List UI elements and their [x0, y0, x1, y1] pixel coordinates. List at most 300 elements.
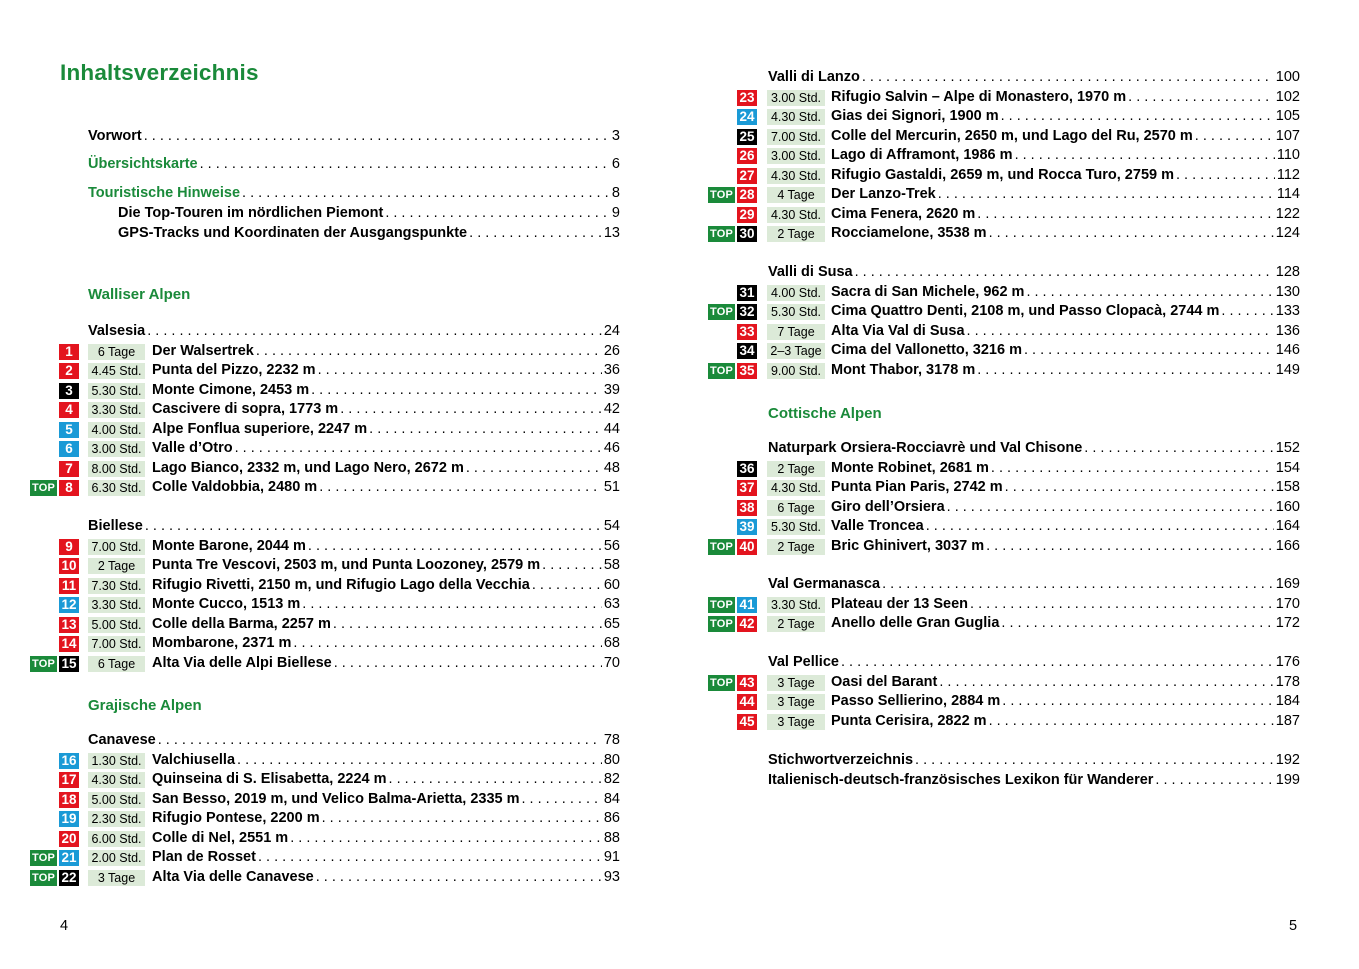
top-badge: TOP [710, 306, 734, 318]
entry-line [152, 751, 620, 771]
entry-line [768, 575, 1300, 595]
right-page [680, 0, 1359, 969]
tour-row[interactable] [0, 790, 680, 810]
entry-line [831, 341, 1300, 361]
region-row[interactable] [0, 731, 680, 751]
tour-title: Monte Cucco, 1513 m [152, 596, 301, 612]
region-row[interactable] [0, 322, 680, 342]
dot-leader [385, 204, 610, 224]
intro-row[interactable] [0, 184, 680, 204]
tour-number-badge: 21 [59, 850, 79, 866]
tour-row[interactable] [680, 614, 1359, 634]
tour-title: Oasi del Barant [831, 673, 938, 690]
dot-leader [466, 459, 602, 479]
tour-row[interactable] [680, 595, 1359, 615]
duration-badge: 3.30 Std. [88, 402, 145, 418]
dot-leader [986, 537, 1274, 557]
duration-badge: 3 Tage [767, 714, 825, 730]
tour-row[interactable] [0, 576, 680, 596]
tour-row[interactable] [680, 517, 1359, 537]
entry-line [831, 107, 1300, 127]
dot-leader [293, 634, 601, 654]
dot-leader [145, 517, 602, 537]
duration-badge: 3 Tage [767, 675, 825, 691]
tour-row[interactable] [0, 654, 680, 674]
dot-leader [308, 537, 602, 557]
dot-leader [1128, 88, 1274, 108]
section-heading: Grajische Alpen [88, 697, 202, 714]
page-ref: 68 [603, 635, 620, 651]
page-ref: 172 [1275, 615, 1300, 631]
tour-row[interactable] [0, 361, 680, 381]
tour-number-badge: 36 [737, 461, 757, 477]
tour-number-badge: 8 [59, 480, 79, 496]
tour-number-badge: 12 [59, 597, 79, 613]
dot-leader [1195, 127, 1274, 147]
duration-badge: 7 Tage [767, 324, 825, 340]
tour-number-badge: 17 [59, 772, 79, 788]
dot-leader [1155, 771, 1273, 791]
duration-badge: 4.30 Std. [767, 168, 825, 184]
dot-leader [522, 790, 602, 810]
page-ref: 54 [603, 518, 620, 534]
dot-leader [970, 595, 1274, 615]
tour-title: Monte Robinet, 2681 m [831, 459, 989, 476]
dot-leader [1084, 439, 1274, 459]
tour-title: Alta Via delle Canavese [152, 868, 314, 885]
tour-title: Alta Via Val di Susa [831, 322, 965, 339]
entry-line [831, 517, 1300, 537]
tour-row[interactable] [680, 283, 1359, 303]
page-ref: 184 [1275, 693, 1300, 709]
dot-leader [542, 556, 602, 576]
dot-leader [939, 673, 1273, 693]
tour-title: Monte Barone, 2044 m [152, 537, 306, 554]
duration-badge: 2.00 Std. [88, 850, 145, 866]
page-ref: 93 [603, 868, 620, 885]
tour-row[interactable] [680, 146, 1359, 166]
tour-row[interactable] [0, 868, 680, 888]
tour-number-badge: 15 [59, 656, 79, 672]
tour-title: Alta Via delle Alpi Biellese [152, 654, 332, 671]
tour-row[interactable] [0, 478, 680, 498]
dot-leader [947, 498, 1274, 518]
page-ref: 100 [1275, 69, 1300, 85]
dot-leader [322, 809, 602, 829]
tour-row[interactable] [680, 166, 1359, 186]
tour-title: Giro dell’Orsiera [831, 498, 945, 515]
tour-title: Sacra di San Michele, 962 m [831, 283, 1025, 300]
tour-number-badge: 34 [737, 343, 757, 359]
duration-badge: 7.00 Std. [88, 539, 145, 555]
duration-badge: 1.30 Std. [88, 753, 145, 769]
intro-title: Touristische Hinweise [88, 185, 241, 201]
tour-number-badge: 9 [59, 539, 79, 555]
duration-badge: 5.30 Std. [767, 304, 825, 320]
tour-row[interactable] [680, 224, 1359, 244]
entry-line [152, 615, 620, 635]
tour-row[interactable] [0, 848, 680, 868]
tour-row[interactable] [0, 381, 680, 401]
entry-line [768, 263, 1300, 283]
toc-title: Inhaltsverzeichnis [60, 60, 259, 85]
appendix-title: Stichwortverzeichnis [768, 752, 914, 768]
entry-line [831, 498, 1300, 518]
tour-number-badge: 28 [737, 187, 757, 203]
tour-row[interactable] [0, 770, 680, 790]
entry-line [831, 361, 1300, 381]
page-ref: 13 [603, 225, 620, 241]
region-row[interactable] [680, 263, 1359, 283]
dot-leader [334, 654, 602, 674]
page-ref: 60 [603, 576, 620, 593]
region-title: Naturpark Orsiera-Rocciavrè und Val Chisone [768, 440, 1083, 456]
duration-badge: 6 Tage [88, 656, 145, 672]
tour-title: Plan de Rosset [152, 849, 256, 865]
appendix-row[interactable] [680, 771, 1359, 791]
dot-leader [1015, 146, 1275, 166]
duration-badge: 2 Tage [767, 539, 825, 555]
page-ref: 8 [611, 185, 620, 201]
tour-title: Rifugio Salvin – Alpe di Monastero, 1970 m [831, 88, 1127, 105]
tour-title: Rifugio Gastaldi, 2659 m, und Rocca Turo, 2759 m [831, 166, 1174, 183]
dot-leader [991, 459, 1274, 479]
duration-badge: 4.45 Std. [88, 363, 145, 379]
page-ref: 169 [1275, 576, 1300, 592]
duration-badge: 3.30 Std. [767, 597, 825, 613]
page-ref: 105 [1275, 108, 1300, 124]
page-ref: 51 [603, 479, 620, 495]
intro-title: Übersichtskarte [88, 156, 198, 172]
page-ref: 164 [1275, 518, 1300, 534]
tour-title: Lago Bianco, 2332 m, und Lago Nero, 2672 m [152, 459, 464, 476]
duration-badge: 3.00 Std. [88, 441, 145, 457]
dot-leader [258, 848, 602, 868]
dot-leader [389, 770, 602, 790]
dot-leader [158, 731, 602, 751]
entry-line [152, 829, 620, 849]
tour-row[interactable] [0, 634, 680, 654]
tour-row[interactable] [0, 459, 680, 479]
page-ref: 78 [603, 732, 620, 748]
tour-title: Valchiusella [152, 751, 236, 768]
top-badge: TOP [710, 189, 734, 201]
tour-number-badge: 45 [737, 714, 757, 730]
tour-row[interactable] [680, 127, 1359, 147]
duration-badge: 3 Tage [767, 694, 825, 710]
region-row[interactable] [680, 439, 1359, 459]
tour-row[interactable] [0, 809, 680, 829]
page-ref: 154 [1275, 459, 1300, 476]
dot-leader [469, 224, 602, 244]
top-badge: TOP [32, 482, 56, 494]
page-ref: 86 [603, 810, 620, 826]
page-ref: 124 [1275, 225, 1300, 241]
tour-row[interactable] [680, 185, 1359, 205]
tour-row[interactable] [0, 595, 680, 615]
dot-leader [200, 155, 610, 175]
tour-number-badge: 27 [737, 168, 757, 184]
tour-row[interactable] [680, 498, 1359, 518]
region-title: Valli di Susa [768, 264, 853, 280]
tour-number-badge: 2 [59, 363, 79, 379]
tour-row[interactable] [680, 205, 1359, 225]
page-ref: 152 [1275, 440, 1300, 456]
tour-number-badge: 33 [737, 324, 757, 340]
entry-line [152, 809, 620, 829]
tour-title: Quinseina di S. Elisabetta, 2224 m [152, 771, 387, 787]
tour-row[interactable] [680, 361, 1359, 381]
duration-badge: 2.30 Std. [88, 811, 145, 827]
dot-leader [1001, 614, 1273, 634]
region-row[interactable] [680, 575, 1359, 595]
page-ref: 84 [603, 790, 620, 807]
top-badge: TOP [32, 657, 56, 670]
page-ref: 63 [603, 596, 620, 612]
entry-line [88, 322, 620, 342]
page-ref: 110 [1276, 147, 1300, 163]
tour-title: Cima Fenera, 2620 m [831, 205, 976, 222]
top-badge: TOP [710, 540, 734, 553]
page-ref: 46 [603, 440, 620, 456]
tour-row[interactable] [680, 673, 1359, 693]
intro-row[interactable] [0, 127, 680, 147]
duration-badge: 5.00 Std. [88, 792, 145, 808]
entry-line [152, 848, 620, 868]
duration-badge: 7.30 Std. [88, 578, 145, 594]
tour-number-badge: 10 [59, 558, 79, 574]
tour-row[interactable] [0, 751, 680, 771]
duration-badge: 3 Tage [88, 870, 145, 886]
region-row[interactable] [680, 653, 1359, 673]
intro-row[interactable] [0, 224, 680, 244]
section-heading: Cottische Alpen [768, 405, 882, 422]
duration-badge: 6.30 Std. [88, 480, 145, 496]
entry-line [152, 400, 620, 420]
tour-number-badge: 4 [59, 402, 79, 418]
appendix-row[interactable] [680, 751, 1359, 771]
top-badge: TOP [710, 676, 734, 689]
dot-leader [989, 712, 1274, 732]
entry-line [831, 692, 1300, 712]
duration-badge: 6 Tage [88, 344, 145, 360]
entry-line [831, 283, 1300, 303]
page-ref: 24 [603, 323, 620, 339]
dot-leader [967, 322, 1274, 342]
duration-badge: 4 Tage [767, 187, 825, 203]
duration-badge: 6 Tage [767, 500, 825, 516]
entry-line [88, 517, 620, 537]
tour-row[interactable] [0, 342, 680, 362]
tour-number-badge: 11 [59, 578, 79, 594]
dot-leader [882, 575, 1274, 595]
entry-line [768, 751, 1300, 771]
dot-leader [926, 517, 1274, 537]
tour-number-badge: 44 [737, 694, 757, 710]
page-ref: 58 [603, 557, 620, 573]
page-ref: 82 [603, 771, 620, 787]
top-badge: TOP [710, 618, 734, 630]
tour-number-badge: 1 [59, 344, 79, 360]
duration-badge: 5.30 Std. [88, 383, 145, 399]
entry-line [152, 595, 620, 615]
tour-row[interactable] [0, 829, 680, 849]
tour-number-badge: 19 [59, 811, 79, 827]
duration-badge: 2 Tage [767, 461, 825, 477]
dot-leader [235, 439, 602, 459]
tour-title: Anello delle Gran Guglia [831, 615, 1000, 631]
dot-leader [989, 224, 1274, 244]
tour-row[interactable] [680, 88, 1359, 108]
tour-title: Colle del Mercurin, 2650 m, und Lago del Ru, 2570 m [831, 127, 1193, 144]
dot-leader [144, 127, 610, 147]
duration-badge: 3.30 Std. [88, 597, 145, 613]
tour-row[interactable] [680, 692, 1359, 712]
tour-title: Colle della Barma, 2257 m [152, 615, 331, 632]
tour-number-badge: 38 [737, 500, 757, 516]
tour-row[interactable] [680, 712, 1359, 732]
dot-leader [369, 420, 602, 440]
duration-badge: 4.00 Std. [88, 422, 145, 438]
dot-leader [1221, 302, 1273, 322]
region-row[interactable] [0, 517, 680, 537]
entry-line [831, 712, 1300, 732]
appendix-title: Italienisch-deutsch-französisches Lexikon für Wanderer [768, 771, 1154, 788]
duration-badge: 5.00 Std. [88, 617, 145, 633]
intro-row[interactable] [0, 204, 680, 224]
tour-title: Der Lanzo-Trek [831, 186, 936, 202]
tour-title: Punta Pian Paris, 2742 m [831, 479, 1003, 495]
top-badge: TOP [32, 871, 56, 884]
page-number-left: 4 [60, 918, 69, 934]
tour-row[interactable] [680, 302, 1359, 322]
entry-line [152, 478, 620, 498]
entry-line [831, 322, 1300, 342]
dot-leader [532, 576, 602, 596]
tour-row[interactable] [680, 341, 1359, 361]
tour-number-badge: 14 [59, 636, 79, 652]
page-ref: 88 [603, 829, 620, 846]
duration-badge: 2 Tage [88, 558, 145, 574]
page-ref: 187 [1275, 712, 1300, 729]
duration-badge: 5.30 Std. [767, 519, 825, 535]
tour-row[interactable] [0, 615, 680, 635]
dot-leader [915, 751, 1274, 771]
tour-row[interactable] [680, 478, 1359, 498]
page-ref: 170 [1275, 595, 1300, 612]
tour-title: Der Walsertrek [152, 342, 254, 359]
tour-row[interactable] [0, 420, 680, 440]
tour-title: Punta del Pizzo, 2232 m [152, 362, 316, 378]
tour-row[interactable] [0, 439, 680, 459]
top-badge: TOP [710, 364, 734, 377]
page-ref: 70 [603, 654, 620, 671]
region-title: Valli di Lanzo [768, 69, 860, 85]
intro-row[interactable] [0, 155, 680, 175]
tour-number-badge: 26 [737, 148, 757, 164]
page-ref: 3 [611, 128, 620, 144]
region-title: Canavese [88, 732, 156, 748]
dot-leader [1026, 283, 1273, 303]
tour-number-badge: 30 [737, 226, 757, 242]
tour-number-badge: 23 [737, 90, 757, 106]
dot-leader [242, 184, 610, 204]
entry-line [831, 166, 1300, 186]
page-ref: 112 [1276, 166, 1300, 183]
tour-number-badge: 40 [737, 539, 757, 555]
tour-row[interactable] [680, 322, 1359, 342]
entry-line [152, 868, 620, 888]
entry-line [831, 459, 1300, 479]
top-badge: TOP [710, 228, 734, 240]
tour-number-badge: 35 [737, 363, 757, 379]
tour-number-badge: 41 [737, 597, 757, 613]
entry-line [118, 204, 620, 224]
duration-badge: 3.00 Std. [767, 90, 825, 106]
section-heading: Walliser Alpen [88, 286, 191, 303]
page-ref: 102 [1275, 88, 1300, 105]
tour-number-badge: 43 [737, 675, 757, 691]
duration-badge: 2–3 Tage [767, 343, 825, 359]
tour-title: Valle d’Otro [152, 440, 233, 456]
page-ref: 192 [1275, 752, 1300, 768]
entry-line [831, 88, 1300, 108]
tour-row[interactable] [0, 400, 680, 420]
tour-number-badge: 42 [737, 616, 757, 632]
tour-title: Plateau der 13 Seen [831, 595, 969, 612]
dot-leader [319, 478, 602, 498]
entry-line [152, 537, 620, 557]
page-ref: 6 [611, 156, 620, 172]
region-title: Biellese [88, 518, 143, 534]
tour-title: Mont Thabor, 3178 m [831, 361, 976, 378]
page-ref: 146 [1275, 342, 1300, 358]
entry-line [152, 420, 620, 440]
tour-row[interactable] [680, 459, 1359, 479]
tour-row[interactable] [680, 107, 1359, 127]
page-number-right: 5 [1289, 918, 1298, 934]
duration-badge: 8.00 Std. [88, 461, 145, 477]
page-ref: 44 [603, 420, 620, 437]
tour-title: Rocciamelone, 3538 m [831, 225, 987, 241]
entry-line [152, 381, 620, 401]
entry-line [768, 439, 1300, 459]
page-ref: 178 [1275, 673, 1300, 690]
tour-row[interactable] [680, 537, 1359, 557]
tour-row[interactable] [0, 537, 680, 557]
tour-row[interactable] [0, 556, 680, 576]
page-ref: 158 [1275, 479, 1300, 495]
dot-leader [1024, 341, 1274, 361]
dot-leader [316, 868, 602, 888]
entry-line [152, 576, 620, 596]
region-row[interactable] [680, 68, 1359, 88]
tour-title: Passo Sellierino, 2884 m [831, 693, 1001, 709]
tour-title: Punta Cerisira, 2822 m [831, 712, 987, 729]
intro-title: Vorwort [88, 128, 142, 144]
dot-leader [855, 263, 1274, 283]
tour-title: Mombarone, 2371 m [152, 635, 292, 651]
tour-title: Punta Tre Vescovi, 2503 m, und Punta Loozoney, 2579 m [152, 557, 541, 573]
duration-badge: 4.30 Std. [767, 109, 825, 125]
tour-number-badge: 24 [737, 109, 757, 125]
page-ref: 56 [603, 537, 620, 554]
tour-title: Rifugio Pontese, 2200 m [152, 810, 320, 826]
region-title: Val Germanasca [768, 576, 881, 592]
region-title: Valsesia [88, 323, 146, 339]
entry-line [152, 654, 620, 674]
duration-badge: 2 Tage [767, 226, 825, 242]
